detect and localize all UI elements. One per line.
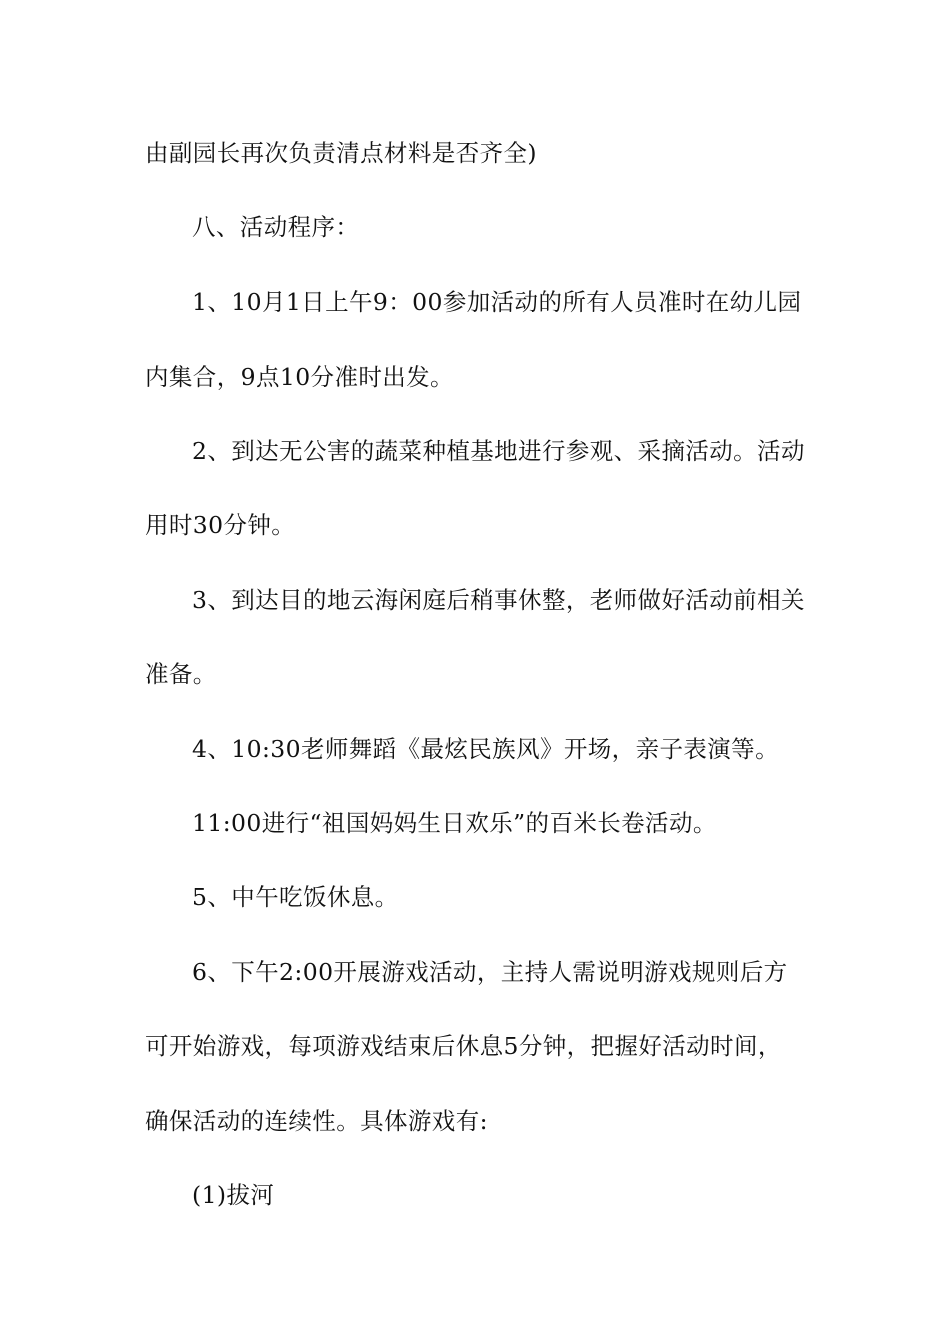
paragraph-line: 准备。 [145, 660, 217, 688]
paragraph-line: 6、下午2:00开展游戏活动，主持人需说明游戏规则后方 [192, 958, 788, 986]
paragraph-line: 用时30分钟。 [145, 511, 296, 539]
paragraph-line: 4、10:30老师舞蹈《最炫民族风》开场，亲子表演等。 [192, 735, 779, 763]
paragraph-line: 可开始游戏，每项游戏结束后休息5分钟，把握好活动时间， [145, 1032, 782, 1060]
paragraph-line: 由副园长再次负责清点材料是否齐全) [145, 139, 537, 167]
paragraph-line: 2、到达无公害的蔬菜种植基地进行参观、采摘活动。活动 [192, 437, 805, 465]
paragraph-line: 3、到达目的地云海闲庭后稍事休整，老师做好活动前相关 [192, 586, 805, 614]
paragraph-line: 5、中午吃饭休息。 [192, 883, 399, 911]
paragraph-line: 11:00进行“祖国妈妈生日欢乐”的百米长卷活动。 [192, 809, 717, 837]
paragraph-line: 确保活动的连续性。具体游戏有: [145, 1107, 488, 1135]
paragraph-line: 1、10月1日上午9：00参加活动的所有人员准时在幼儿园 [192, 288, 802, 316]
section-heading: 八、活动程序： [192, 213, 360, 241]
list-item: (1)拔河 [192, 1181, 275, 1209]
paragraph-line: 内集合，9点10分准时出发。 [145, 363, 454, 391]
